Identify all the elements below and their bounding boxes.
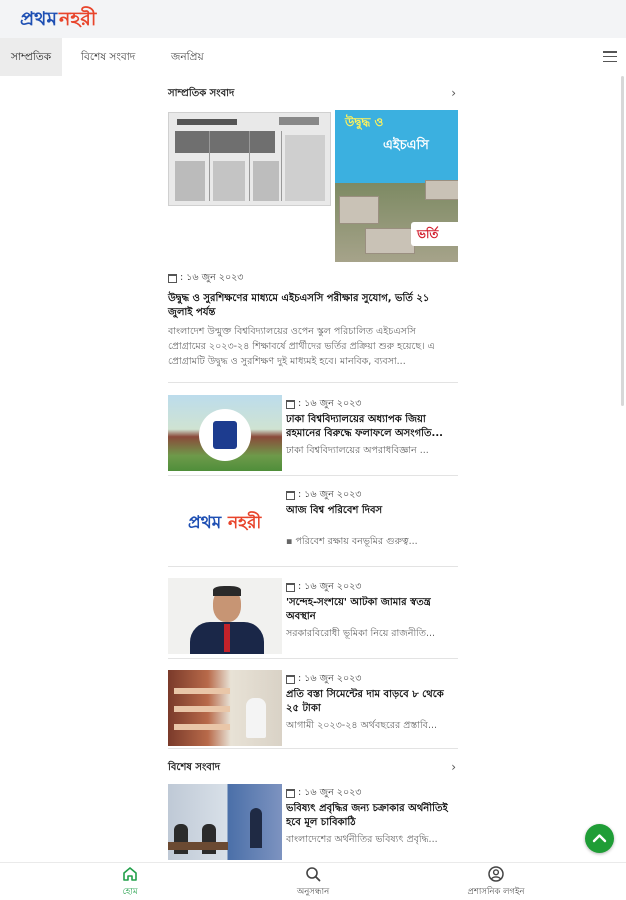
hero-image-tag: ভর্তি bbox=[411, 222, 458, 246]
app-logo[interactable] bbox=[20, 2, 96, 32]
thumbnail-logo-part1: প্রথম bbox=[188, 513, 222, 533]
hero-image-banner: উদ্বুদ্ধ ও bbox=[345, 115, 384, 129]
news-list-item[interactable] bbox=[168, 670, 458, 748]
divider bbox=[168, 658, 458, 659]
hero-headline[interactable]: উদ্বুদ্ধ ও সুরশিক্ষণের মাধ্যমে এইচএসসি পরীক্ষার সুযোগ, ভর্তি ২১ জুলাই পর্যন্ত bbox=[168, 293, 430, 318]
news-date bbox=[286, 786, 361, 801]
chevron-right-icon[interactable]: › bbox=[451, 86, 456, 100]
nav-search[interactable] bbox=[253, 865, 373, 899]
calendar-icon bbox=[286, 491, 295, 500]
calendar-icon bbox=[286, 583, 295, 592]
app-header bbox=[0, 0, 626, 38]
hero-image-banner2: এইচএসি bbox=[383, 138, 429, 153]
news-summary: ▪ পরিবেশ রক্ষায় বনভূমির গুরুত্ব... bbox=[286, 536, 418, 547]
chevron-up-icon bbox=[591, 830, 608, 847]
news-thumbnail[interactable] bbox=[168, 784, 282, 860]
logo-text-part2: নহরী bbox=[59, 8, 97, 30]
calendar-icon bbox=[286, 789, 295, 798]
tab-popular[interactable]: জনপ্রিয় bbox=[171, 51, 204, 63]
date-text: : ১৬ জুন ২০২৩ bbox=[180, 272, 244, 283]
news-headline[interactable]: আজ বিশ্ব পরিবেশ দিবস bbox=[286, 505, 383, 516]
news-headline[interactable]: ঢাকা বিশ্ববিদ্যালয়ের অধ্যাপক জিয়া রহমানের বিরুদ্ধে ফলাফলে অসংগতি... bbox=[286, 414, 443, 439]
hero-newspaper-image[interactable] bbox=[168, 112, 331, 206]
news-thumbnail[interactable] bbox=[168, 486, 282, 562]
section-title: সাম্প্রতিক সংবাদ bbox=[168, 88, 235, 99]
user-circle-icon bbox=[436, 865, 556, 885]
date-text: : ১৬ জুন ২০২৩ bbox=[298, 787, 362, 798]
section-title: বিশেষ সংবাদ bbox=[168, 762, 220, 773]
home-icon bbox=[70, 865, 190, 885]
divider bbox=[168, 566, 458, 567]
tab-special-news[interactable]: বিশেষ সংবাদ bbox=[81, 51, 136, 63]
news-headline[interactable]: 'সন্দেহ-সংশয়ে' আটকা জামার স্বতন্ত্র অবস্থান bbox=[286, 597, 431, 622]
nav-label: অনুসন্ধান bbox=[296, 887, 330, 897]
scrollbar-thumb[interactable] bbox=[621, 76, 624, 406]
nav-home[interactable] bbox=[70, 865, 190, 899]
nav-label: হোম bbox=[122, 887, 138, 897]
calendar-icon bbox=[286, 400, 295, 409]
nav-label: প্রশাসনিক লগইন bbox=[467, 887, 525, 897]
divider bbox=[168, 475, 458, 476]
bottom-navigation bbox=[0, 862, 626, 900]
section-header-special[interactable] bbox=[168, 760, 458, 780]
news-date bbox=[286, 397, 361, 412]
date-text: : ১৬ জুন ২০২৩ bbox=[298, 398, 362, 409]
hero-date bbox=[168, 271, 243, 286]
thumbnail-logo-part2: নহরী bbox=[228, 513, 262, 533]
category-tabs bbox=[0, 38, 626, 76]
hero-campus-image[interactable] bbox=[335, 110, 458, 262]
news-summary: ঢাকা বিশ্ববিদ্যালয়ের অপরাধবিজ্ঞান ... bbox=[286, 445, 429, 456]
news-headline[interactable]: ভবিষ্যৎ প্রবৃদ্ধির জন্য চক্রাকার অর্থনীতিই হবে মূল চাবিকাঠি bbox=[286, 803, 448, 828]
divider bbox=[168, 748, 458, 749]
chevron-right-icon[interactable]: › bbox=[451, 760, 456, 774]
news-thumbnail[interactable] bbox=[168, 578, 282, 654]
logo-text-part1: প্রথম bbox=[20, 8, 58, 30]
news-date bbox=[286, 488, 361, 503]
scroll-to-top-button[interactable] bbox=[585, 824, 614, 853]
date-text: : ১৬ জুন ২০২৩ bbox=[298, 489, 362, 500]
news-list-item[interactable] bbox=[168, 784, 458, 862]
news-summary: আগামী ২০২৩-২৪ অর্থবছরের প্রস্তাবি... bbox=[286, 720, 438, 731]
news-date bbox=[286, 580, 361, 595]
calendar-icon bbox=[168, 274, 177, 283]
date-text: : ১৬ জুন ২০২৩ bbox=[298, 673, 362, 684]
news-headline[interactable]: প্রতি বস্তা সিমেন্টের দাম বাড়বে ৮ থেকে ২৫ টাকা bbox=[286, 689, 444, 714]
divider bbox=[168, 382, 458, 383]
date-text: : ১৬ জুন ২০২৩ bbox=[298, 581, 362, 592]
news-list-item[interactable] bbox=[168, 486, 458, 564]
search-icon bbox=[253, 865, 373, 885]
tab-recent[interactable]: সাম্প্রতিক bbox=[0, 38, 62, 76]
news-date bbox=[286, 672, 361, 687]
hamburger-menu-icon[interactable] bbox=[603, 51, 617, 63]
news-summary: সরকারবিরোধী ভূমিকা নিয়ে রাজনীতি... bbox=[286, 628, 436, 639]
news-summary: বাংলাদেশের অর্থনীতির ভবিষ্যৎ প্রবৃদ্ধি... bbox=[286, 834, 438, 845]
hero-summary: বাংলাদেশ উন্মুক্ত বিশ্ববিদ্যালয়ের ওপেন স্কুল পরিচালিত এইচএসসি প্রোগ্রামের ২০২৩-২৪ শিক্ষাবর্ষে প্রার্থীদের ভর্তির প্রক্রিয়া শুরু হয়েছে। এ প্রোগ্রামটি উদ্বুদ্ধ ও সুরশিক্ষণ দুই মাধ্যমই হবে। মানবিক, ব্যবসা... bbox=[168, 326, 435, 367]
news-thumbnail[interactable] bbox=[168, 395, 282, 471]
news-list-item[interactable] bbox=[168, 395, 458, 473]
section-header-recent[interactable] bbox=[168, 86, 458, 106]
news-list-item[interactable] bbox=[168, 578, 458, 656]
news-thumbnail[interactable] bbox=[168, 670, 282, 746]
calendar-icon bbox=[286, 675, 295, 684]
nav-admin-login[interactable] bbox=[436, 865, 556, 899]
